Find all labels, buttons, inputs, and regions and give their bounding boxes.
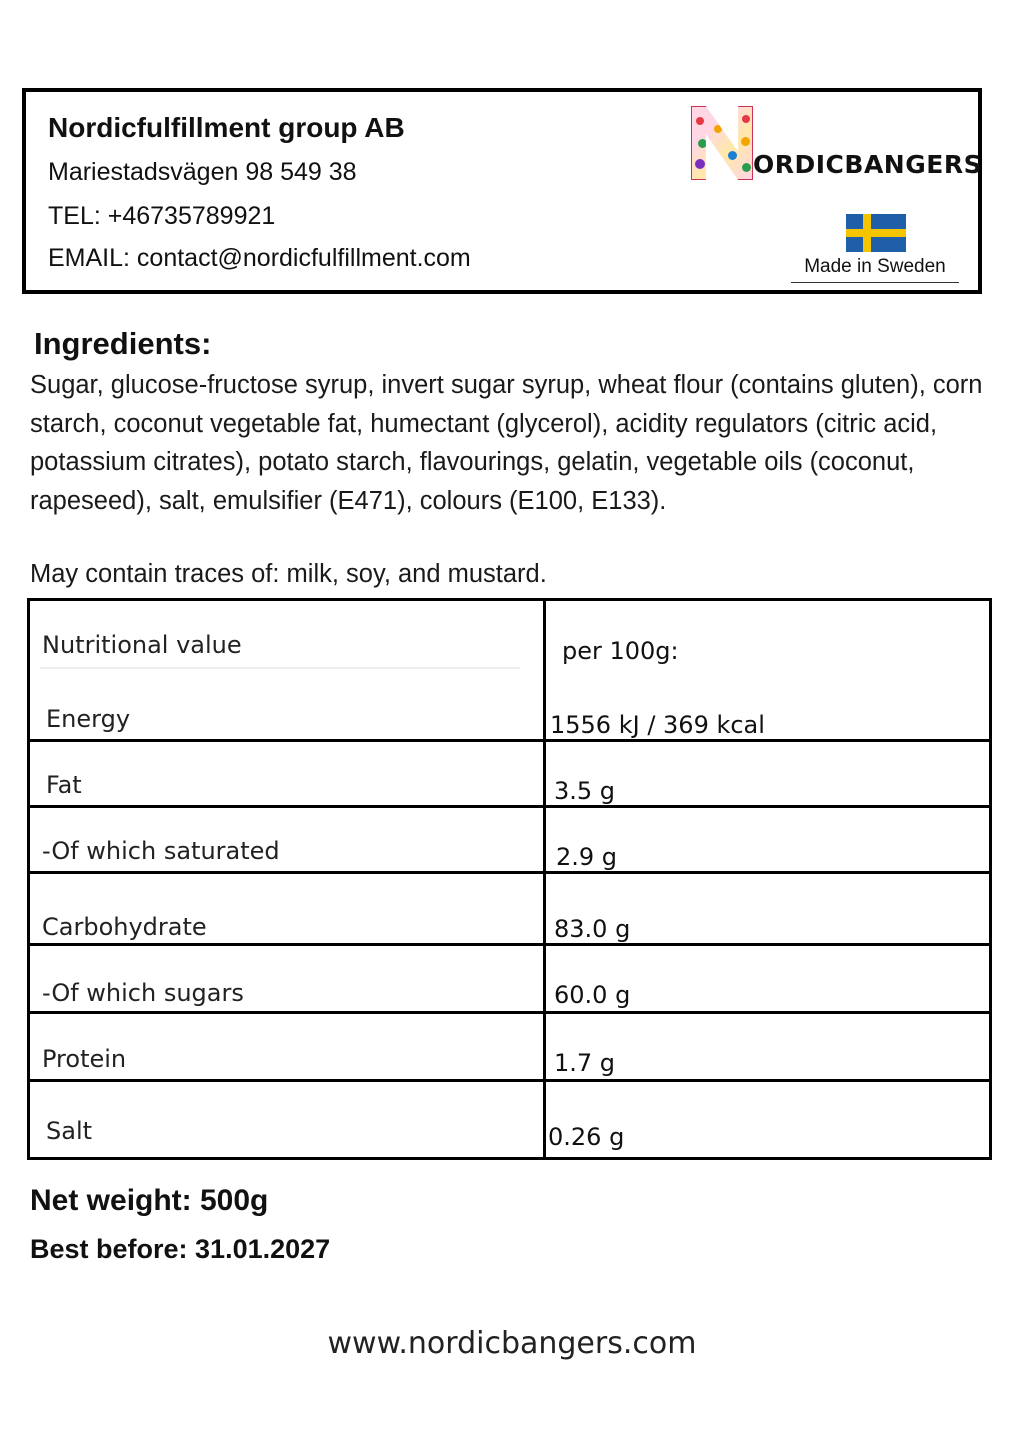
nutrition-row-value: 0.26 g — [548, 1123, 625, 1151]
made-in-sweden-label: Made in Sweden — [791, 256, 959, 283]
company-info-box — [22, 88, 982, 294]
ingredients-heading: Ingredients: — [34, 326, 212, 361]
nutrition-row-value: 1.7 g — [554, 1049, 616, 1077]
website-url: www.nordicbangers.com — [327, 1326, 697, 1361]
nutrition-header-value: per 100g: — [562, 637, 679, 665]
nutrition-row-label: Protein — [42, 1045, 127, 1073]
column-divider — [543, 601, 546, 1157]
nutrition-table — [27, 598, 992, 1160]
row-divider — [30, 739, 989, 742]
nutrition-row-value: 83.0 g — [554, 915, 631, 943]
nutrition-row-value: 2.9 g — [556, 843, 618, 871]
nutrition-header-label: Nutritional value — [42, 631, 242, 659]
row-divider — [30, 871, 989, 874]
company-address: Mariestadsvägen 98 549 38 — [48, 158, 357, 186]
company-name: Nordicfulfillment group AB — [48, 112, 405, 143]
nutrition-row-value: 3.5 g — [554, 777, 616, 805]
nutrition-row-value: 1556 kJ / 369 kcal — [550, 711, 765, 739]
header-rule — [40, 667, 520, 669]
nutrition-row-label: Carbohydrate — [42, 913, 207, 941]
company-email: EMAIL: contact@nordicfulfillment.com — [48, 244, 471, 272]
row-divider — [30, 1011, 989, 1014]
ingredients-text: Sugar, glucose-fructose syrup, invert sugar syrup, wheat flour (contains gluten), corn starch, coconut vegetable fat, humectant (glycerol), acidity regulators (citric acid, potassium citrates), potato starch, flavourings, gelatin, vegetable oils (coconut, rapeseed), salt, emulsifier (E471), colours (E100, E133). — [30, 371, 983, 515]
nutrition-row-label: Energy — [46, 705, 131, 733]
letter-n-candy-icon — [691, 106, 753, 180]
net-weight: Net weight: 500g — [30, 1184, 269, 1217]
nutrition-row-label: Salt — [46, 1117, 93, 1145]
row-divider — [30, 943, 989, 946]
nutrition-row-label: -Of which saturated — [42, 837, 280, 865]
row-divider — [30, 805, 989, 808]
nordicbangers-logo — [691, 106, 983, 182]
nutrition-row-value: 60.0 g — [554, 981, 631, 1009]
best-before-date: Best before: 31.01.2027 — [30, 1234, 331, 1264]
sweden-flag-icon — [846, 214, 906, 252]
company-phone: TEL: +46735789921 — [48, 202, 276, 230]
nutrition-row-label: Fat — [46, 771, 82, 799]
nutrition-row-label: -Of which sugars — [42, 979, 244, 1007]
allergen-traces: May contain traces of: milk, soy, and mustard. — [30, 560, 547, 588]
logo-wordmark: ORDICBANGERS — [753, 150, 983, 179]
row-divider — [30, 1079, 989, 1082]
